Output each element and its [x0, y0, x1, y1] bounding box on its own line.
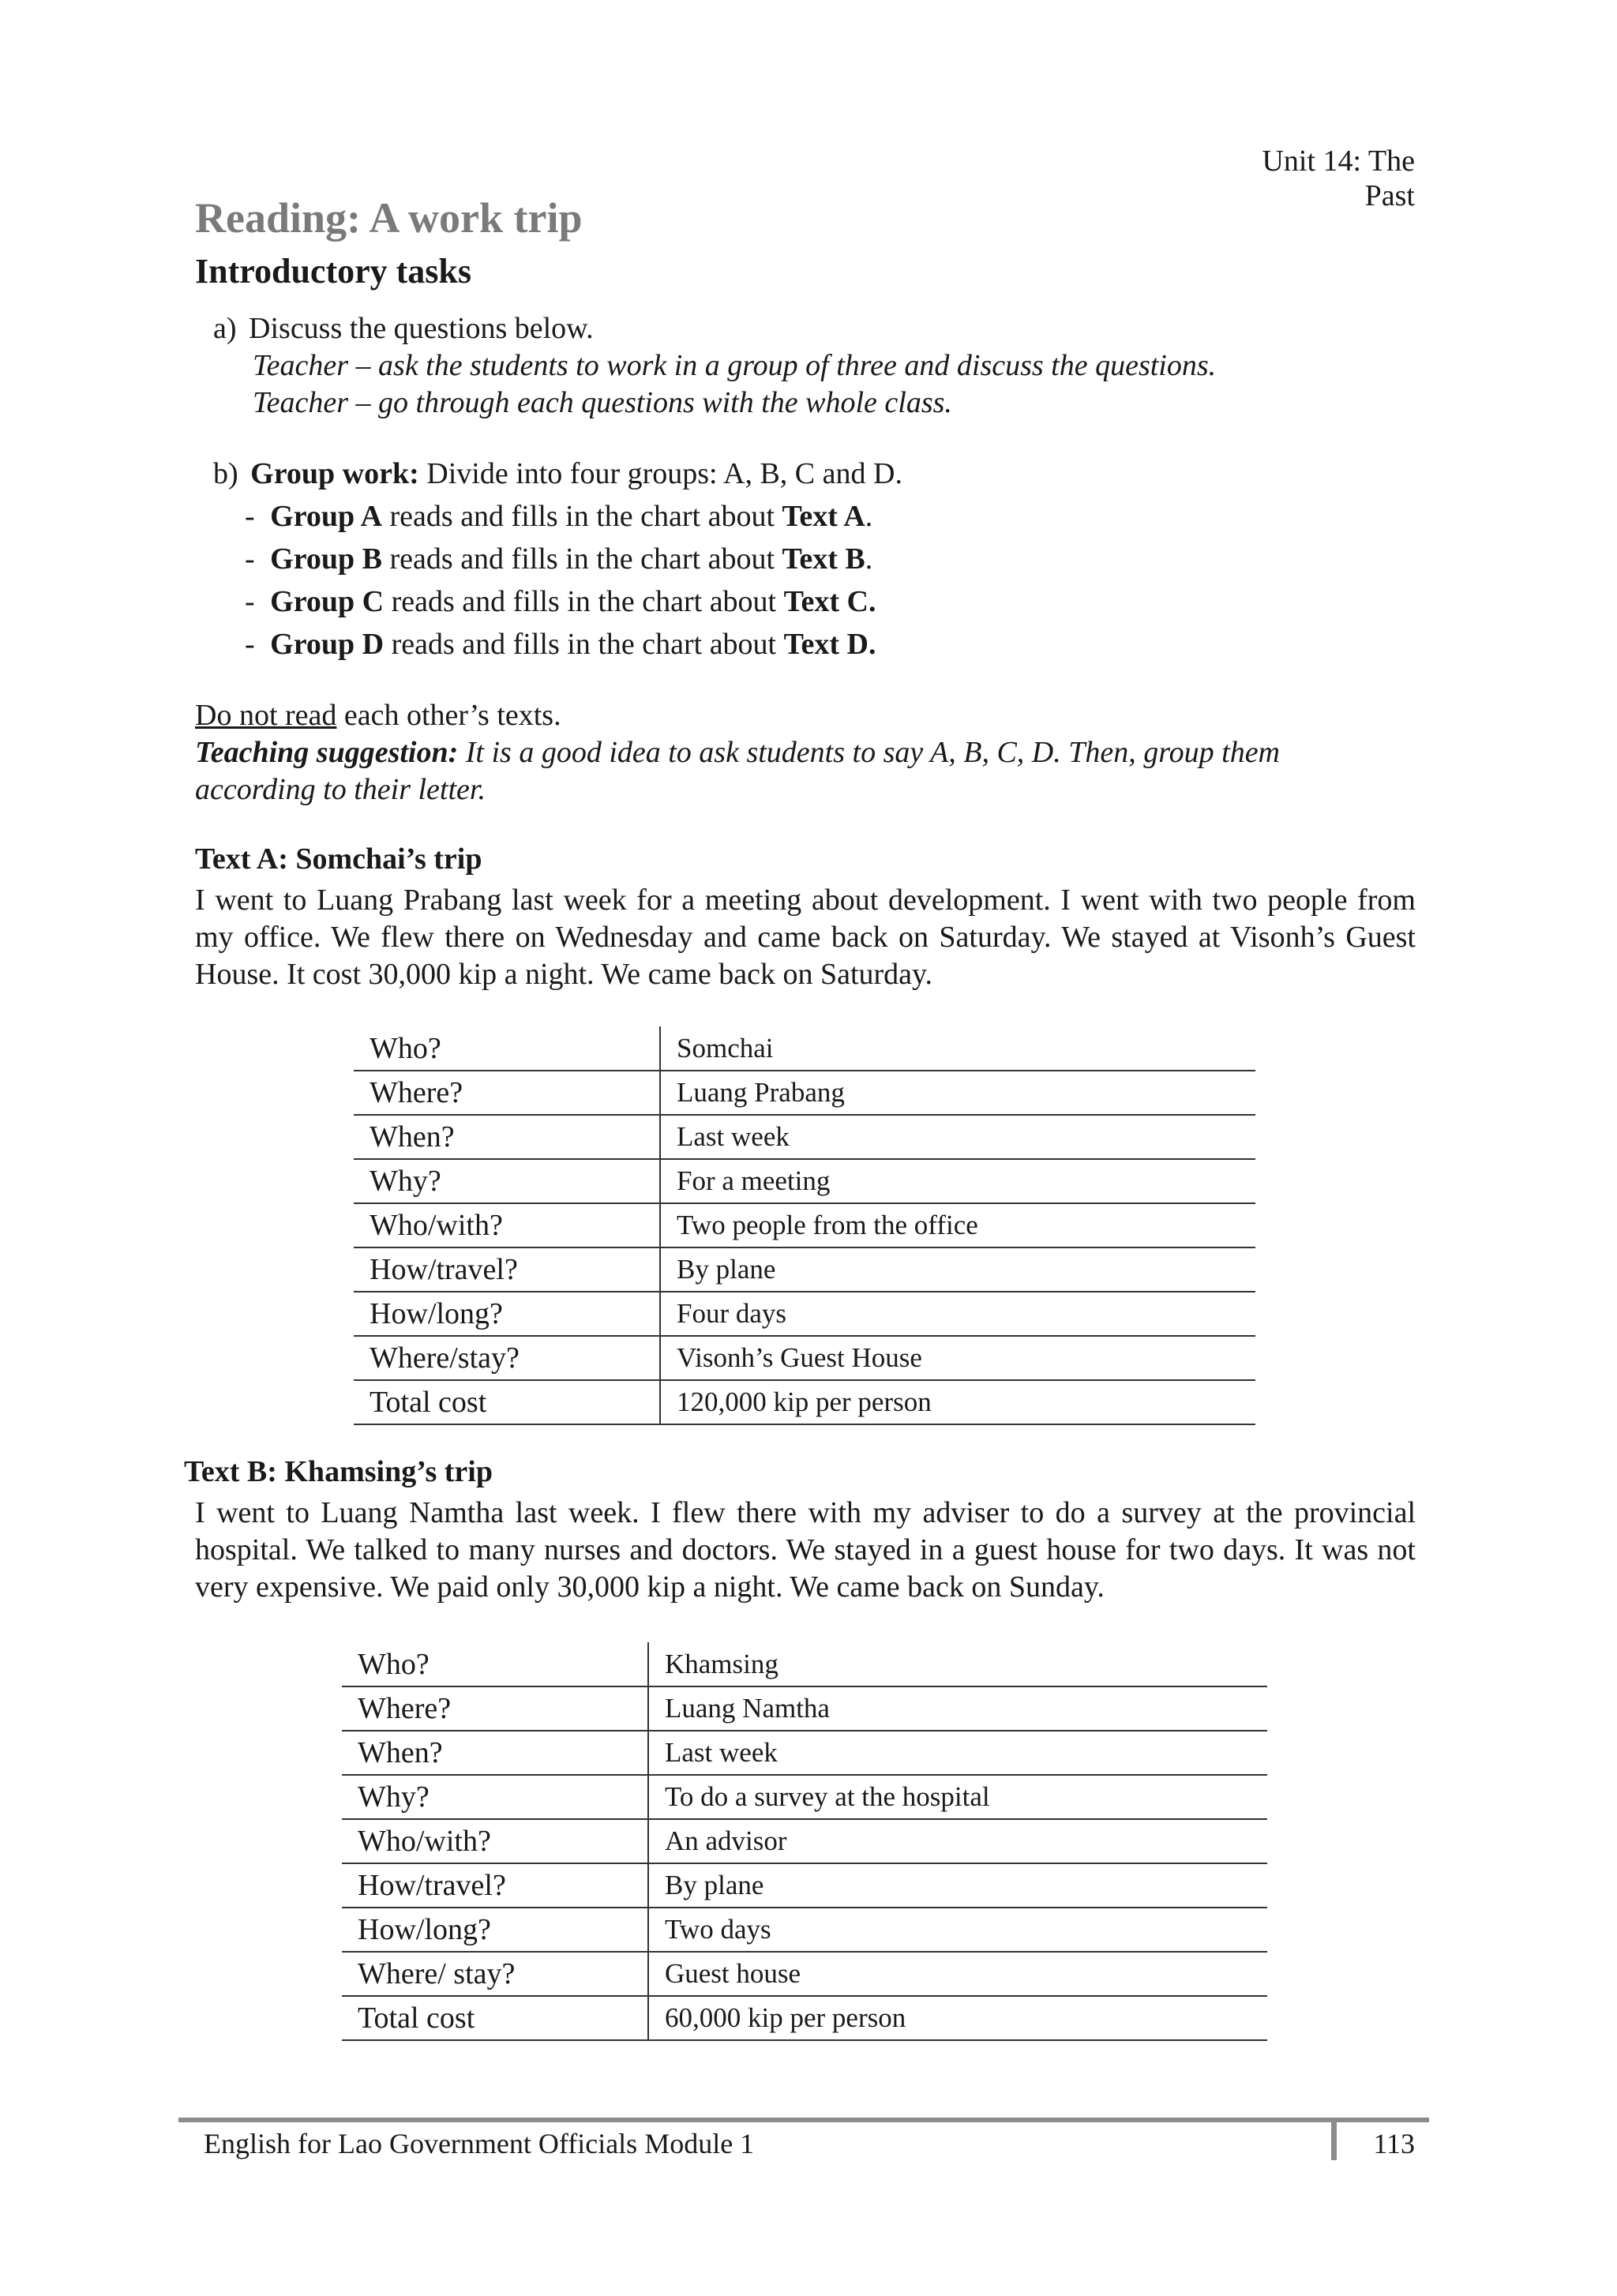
question-cell: Why?	[354, 1159, 660, 1203]
group-name: Group C	[270, 585, 385, 618]
question-cell: Where?	[342, 1686, 648, 1731]
question-cell: How/long?	[342, 1908, 648, 1952]
table-row	[342, 1686, 1267, 1731]
group-item	[245, 541, 872, 578]
text-a-paragraph: I went to Luang Prabang last week for a meeting about development. I went with two people from my office. We flew there on Wednesday and came back on Saturday. We stayed at Visonh’s Guest House. It cost 30,000 kip a night. We came back on Saturday.	[195, 884, 1416, 991]
dash-bullet: -	[245, 500, 255, 533]
group-text: Text B	[782, 542, 865, 576]
table-row	[354, 1026, 1255, 1071]
answer-cell: Visonh’s Guest House	[660, 1336, 1255, 1380]
answer-cell: 120,000 kip per person	[660, 1380, 1255, 1424]
question-cell: How/long?	[354, 1292, 660, 1336]
answer-cell: An advisor	[648, 1819, 1267, 1863]
group-item	[245, 498, 872, 535]
answer-cell: Two days	[648, 1908, 1267, 1952]
group-item	[245, 583, 876, 621]
table-row	[354, 1159, 1255, 1203]
question-cell: Where/ stay?	[342, 1952, 648, 1996]
page-number: 113	[1373, 2128, 1415, 2159]
answer-cell: Luang Prabang	[660, 1071, 1255, 1115]
group-end: .	[865, 500, 873, 533]
task-b-label: b)	[213, 457, 238, 490]
answer-cell: By plane	[660, 1247, 1255, 1292]
answer-cell: Two people from the office	[660, 1203, 1255, 1247]
footer-rule	[178, 2118, 1429, 2122]
question-cell: Who/with?	[342, 1819, 648, 1863]
table-row	[342, 1952, 1267, 1996]
footer-title: English for Lao Government Officials Module 1	[204, 2128, 755, 2159]
task-a-label: a)	[213, 312, 237, 345]
text-b-heading: Text B: Khamsing’s trip	[184, 1455, 493, 1488]
task-b-bold: Group work:	[250, 457, 419, 490]
group-name: Group A	[270, 500, 383, 533]
suggestion-label: Teaching suggestion:	[195, 736, 459, 769]
task-a-note-2: Teacher – go through each questions with the whole class.	[253, 386, 952, 419]
question-cell: How/travel?	[342, 1863, 648, 1908]
answer-cell: By plane	[648, 1863, 1267, 1908]
question-cell: Where?	[354, 1071, 660, 1115]
task-b-text: Divide into four groups: A, B, C and D.	[418, 457, 902, 490]
suggestion-text-2: according to their letter.	[195, 773, 486, 806]
teaching-suggestion	[195, 734, 1280, 771]
task-a-text: Discuss the questions below.	[249, 312, 594, 345]
answer-cell: For a meeting	[660, 1159, 1255, 1203]
question-cell: Who?	[354, 1026, 660, 1071]
answer-cell: Khamsing	[648, 1642, 1267, 1686]
table-row	[342, 1819, 1267, 1863]
answer-cell: To do a survey at the hospital	[648, 1775, 1267, 1819]
answer-cell: Somchai	[660, 1026, 1255, 1071]
text-a-heading: Text A: Somchai’s trip	[195, 842, 482, 876]
answer-cell: 60,000 kip per person	[648, 1996, 1267, 2040]
footer-divider	[1331, 2118, 1337, 2160]
reading-note	[195, 697, 561, 734]
group-text: Text D.	[783, 628, 876, 661]
group-instruction: reads and fills in the chart about	[382, 542, 782, 576]
answer-cell: Luang Namtha	[648, 1686, 1267, 1731]
question-cell: When?	[342, 1731, 648, 1775]
group-instruction: reads and fills in the chart about	[382, 500, 782, 533]
table-row	[342, 1996, 1267, 2040]
running-head: Unit 14: The Past	[1262, 144, 1415, 212]
answer-cell: Four days	[660, 1292, 1255, 1336]
table-row	[354, 1071, 1255, 1115]
task-a	[213, 310, 594, 347]
table-row	[342, 1642, 1267, 1686]
text-a-chart	[354, 1026, 1255, 1425]
group-text: Text A	[782, 500, 865, 533]
page-title: Reading: A work trip	[195, 194, 583, 242]
table-row	[354, 1247, 1255, 1292]
question-cell: Who?	[342, 1642, 648, 1686]
section-heading: Introductory tasks	[195, 252, 472, 291]
text-b-chart	[342, 1642, 1267, 2041]
question-cell: How/travel?	[354, 1247, 660, 1292]
question-cell: Where/stay?	[354, 1336, 660, 1380]
question-cell: Who/with?	[354, 1203, 660, 1247]
question-cell: Total cost	[342, 1996, 648, 2040]
group-item	[245, 626, 876, 663]
task-a-note-1: Teacher – ask the students to work in a group of three and discuss the questions.	[253, 349, 1217, 382]
question-cell: Why?	[342, 1775, 648, 1819]
group-name: Group B	[270, 542, 383, 576]
note-text: each other’s texts.	[336, 699, 561, 732]
table-row	[354, 1380, 1255, 1424]
table-row	[354, 1292, 1255, 1336]
task-b	[213, 456, 902, 493]
answer-cell: Guest house	[648, 1952, 1267, 1996]
group-instruction: reads and fills in the chart about	[384, 628, 784, 661]
group-text: Text C.	[783, 585, 876, 618]
answer-cell: Last week	[660, 1115, 1255, 1159]
table-row	[342, 1775, 1267, 1819]
answer-cell: Last week	[648, 1731, 1267, 1775]
table-row	[342, 1863, 1267, 1908]
table-row	[354, 1203, 1255, 1247]
table-row	[354, 1115, 1255, 1159]
dash-bullet: -	[245, 585, 255, 618]
text-b-paragraph: I went to Luang Namtha last week. I flew there with my adviser to do a survey at the provincial hospital. We talked to many nurses and doctors. We stayed in a guest house for two days. It was not very expensive. We paid only 30,000 kip a night. We came back on Sunday.	[195, 1496, 1416, 1604]
group-instruction: reads and fills in the chart about	[384, 585, 784, 618]
dash-bullet: -	[245, 542, 255, 576]
underlined-text: Do not read	[195, 699, 337, 732]
table-row	[342, 1731, 1267, 1775]
table-row	[354, 1336, 1255, 1380]
group-name: Group D	[270, 628, 385, 661]
group-end: .	[865, 542, 873, 576]
question-cell: Total cost	[354, 1380, 660, 1424]
table-row	[342, 1908, 1267, 1952]
suggestion-text-1: It is a good idea to ask students to say A, B, C, D. Then, group them	[458, 736, 1280, 769]
question-cell: When?	[354, 1115, 660, 1159]
dash-bullet: -	[245, 628, 255, 661]
